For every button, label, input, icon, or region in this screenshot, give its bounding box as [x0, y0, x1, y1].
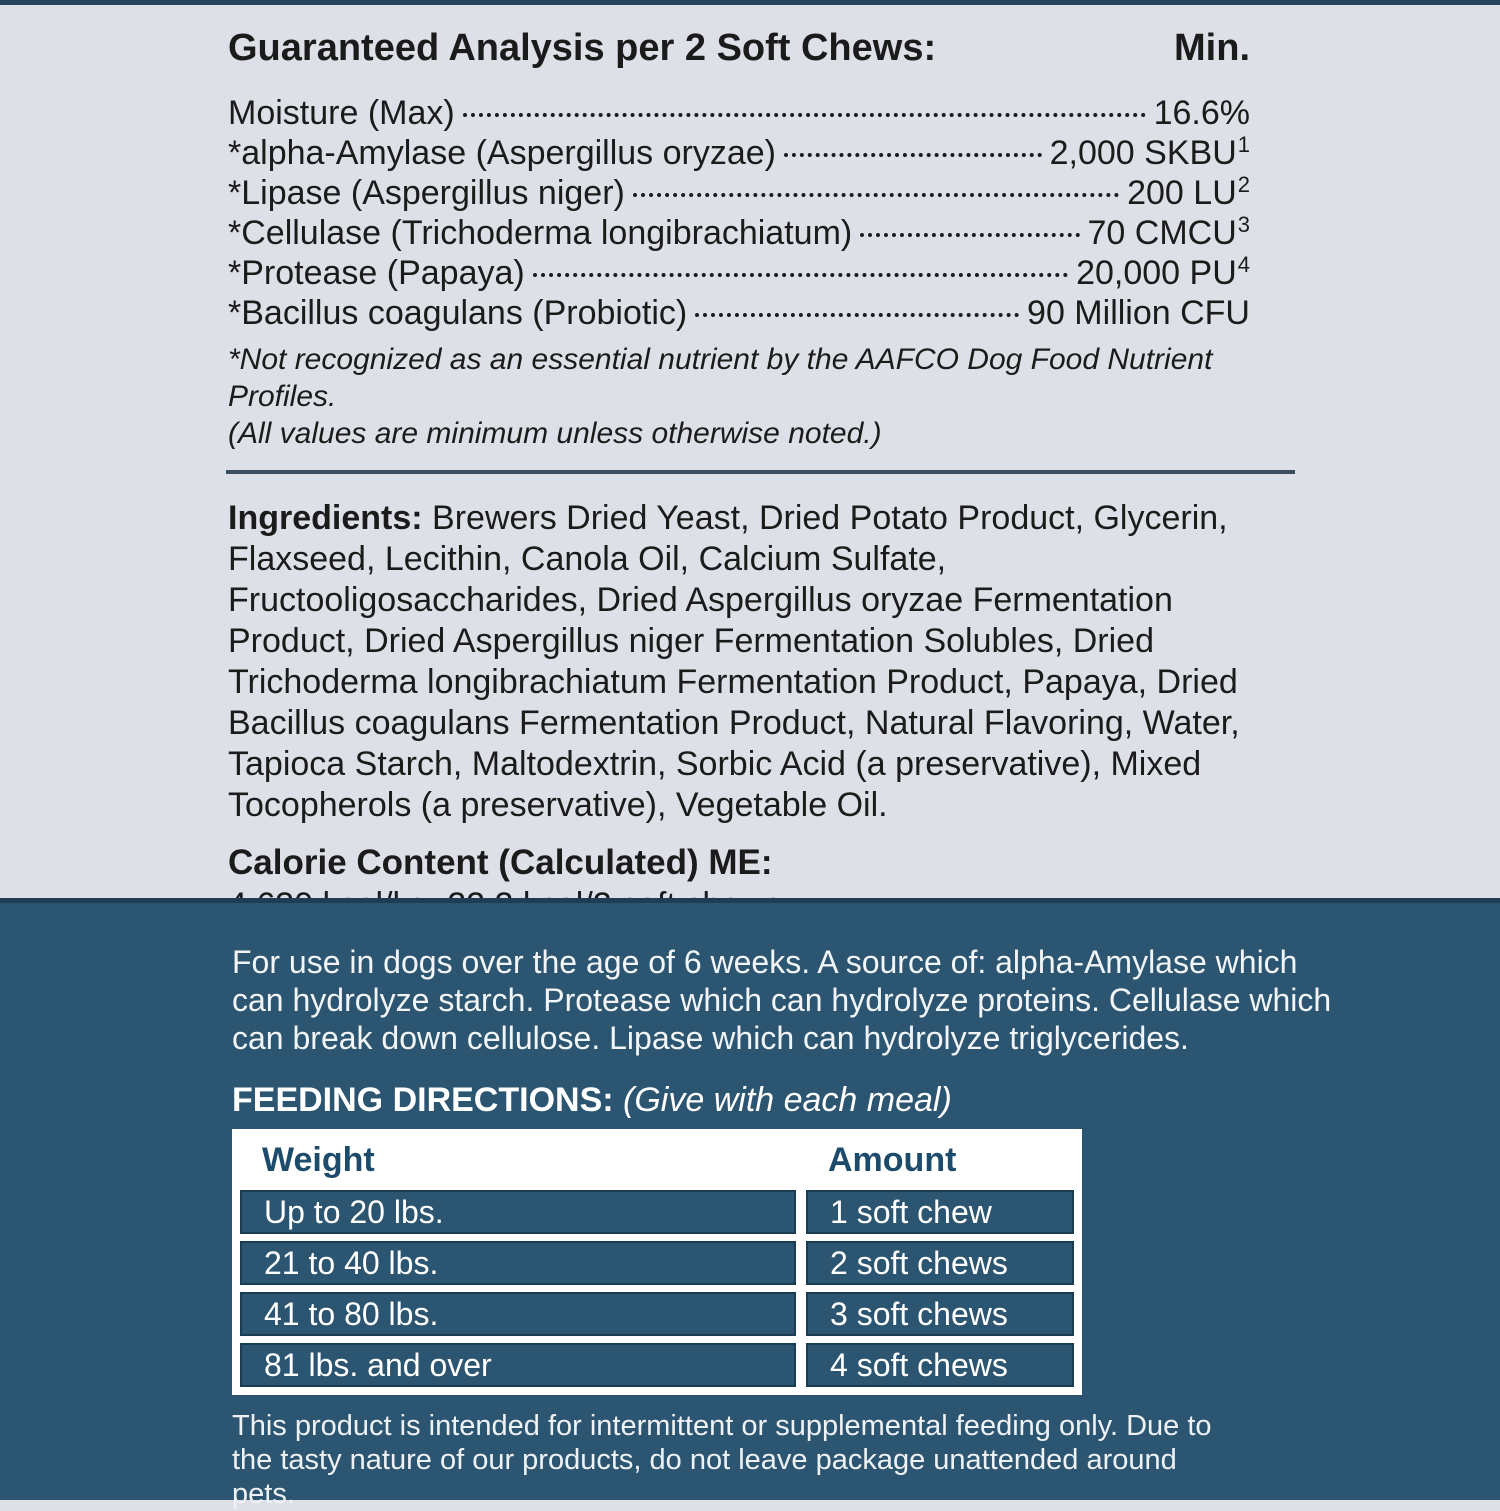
dot-leader — [633, 193, 1119, 197]
feeding-directions-section — [0, 898, 1500, 1510]
analysis-row-label: *alpha-Amylase (Aspergillus oryzae) — [228, 134, 777, 172]
analysis-row-moisture — [228, 93, 1250, 133]
weight-cell: Up to 20 lbs. — [240, 1190, 796, 1234]
feeding-directions-heading — [232, 1081, 1337, 1119]
amount-cell: 3 soft chews — [806, 1292, 1074, 1336]
dot-leader — [695, 313, 1019, 317]
analysis-row-value: 20,000 PU — [1076, 254, 1237, 292]
ingredients-heading: Ingredients: — [228, 499, 423, 537]
analysis-row-label: *Protease (Papaya) — [228, 254, 525, 292]
analysis-row-superscript: 4 — [1237, 252, 1250, 277]
table-row — [240, 1190, 1074, 1234]
analysis-row-value: 200 LU — [1127, 174, 1237, 212]
weight-cell: 41 to 80 lbs. — [240, 1292, 796, 1336]
feeding-table-header — [240, 1137, 1074, 1183]
analysis-row-value: 70 CMCU — [1087, 214, 1237, 252]
analysis-row-label: *Bacillus coagulans (Probiotic) — [228, 294, 688, 332]
analysis-row-bacillus — [228, 293, 1250, 333]
amount-cell: 4 soft chews — [806, 1343, 1074, 1387]
min-column-label: Min. — [1174, 27, 1250, 69]
analysis-row-superscript: 3 — [1237, 212, 1250, 237]
dot-leader — [463, 113, 1146, 117]
analysis-row-value: 2,000 SKBU — [1049, 134, 1237, 172]
analysis-row-label: *Lipase (Aspergillus niger) — [228, 174, 625, 212]
analysis-row-lipase — [228, 173, 1250, 213]
amount-column-header: Amount — [828, 1140, 957, 1179]
feeding-directions-title: FEEDING DIRECTIONS: — [232, 1081, 614, 1119]
analysis-footnote — [228, 341, 1250, 452]
weight-cell: 81 lbs. and over — [240, 1343, 796, 1387]
usage-paragraph: For use in dogs over the age of 6 weeks. A source of: alpha-Amylase which can hydrolyze starch. Protease which can hydrolyze proteins. Cellulase which can break down cellulose. Lipase which can hydrolyze triglycerides. — [232, 944, 1332, 1056]
analysis-footnote-line2: (All values are minimum unless otherwise noted.) — [228, 417, 882, 450]
analysis-row-label: Moisture (Max) — [228, 94, 455, 132]
guaranteed-analysis-section — [0, 5, 1500, 898]
ingredients-text: Brewers Dried Yeast, Dried Potato Product, Glycerin, Flaxseed, Lecithin, Canola Oil, Calcium Sulfate, Fructooligosaccharides, Dried Aspergillus oryzae Fermentation Product, Dried Aspergillus niger Fermentation Solubles, Dried Trichoderma longibrachiatum Fermentation Product, Papaya, Dried Bacillus coagulans Fermentation Product, Natural Flavoring, Water, Tapioca Starch, Maltodextrin, Sorbic Acid (a preservative), Mixed Tocopherols (a preservative), Vegetable Oil. — [228, 499, 1240, 824]
weight-column-header: Weight — [262, 1140, 375, 1179]
dot-leader — [784, 153, 1042, 157]
analysis-row-superscript: 1 — [1237, 132, 1250, 157]
calorie-content-heading: Calorie Content (Calculated) ME: — [228, 843, 773, 882]
feeding-directions-subtitle: (Give with each meal) — [623, 1081, 952, 1119]
dot-leader — [860, 233, 1079, 237]
guaranteed-analysis-title: Guaranteed Analysis per 2 Soft Chews: — [228, 27, 937, 69]
guaranteed-analysis-rows — [228, 93, 1250, 333]
analysis-row-cellulase — [228, 213, 1250, 253]
ingredients-paragraph — [228, 498, 1250, 826]
analysis-row-protease — [228, 253, 1250, 293]
table-row — [240, 1343, 1074, 1387]
feeding-table — [232, 1129, 1082, 1395]
analysis-row-superscript: 2 — [1237, 172, 1250, 197]
table-row — [240, 1292, 1074, 1336]
section-divider — [226, 470, 1295, 474]
analysis-row-amylase — [228, 133, 1250, 173]
table-row — [240, 1241, 1074, 1285]
dot-leader — [533, 273, 1068, 277]
intermittent-feeding-disclaimer: This product is intended for intermittent or supplemental feeding only. Due to the tasty nature of our products, do not leave package unattended around pets. — [232, 1410, 1212, 1510]
amount-cell: 2 soft chews — [806, 1241, 1074, 1285]
amount-cell: 1 soft chew — [806, 1190, 1074, 1234]
analysis-row-value: 90 Million CFU — [1027, 294, 1250, 332]
analysis-row-label: *Cellulase (Trichoderma longibrachiatum) — [228, 214, 853, 252]
weight-cell: 21 to 40 lbs. — [240, 1241, 796, 1285]
analysis-footnote-line1: *Not recognized as an essential nutrient by the AAFCO Dog Food Nutrient Profiles. — [228, 343, 1213, 413]
analysis-row-value: 16.6% — [1153, 94, 1250, 132]
guaranteed-analysis-header — [228, 27, 1250, 69]
